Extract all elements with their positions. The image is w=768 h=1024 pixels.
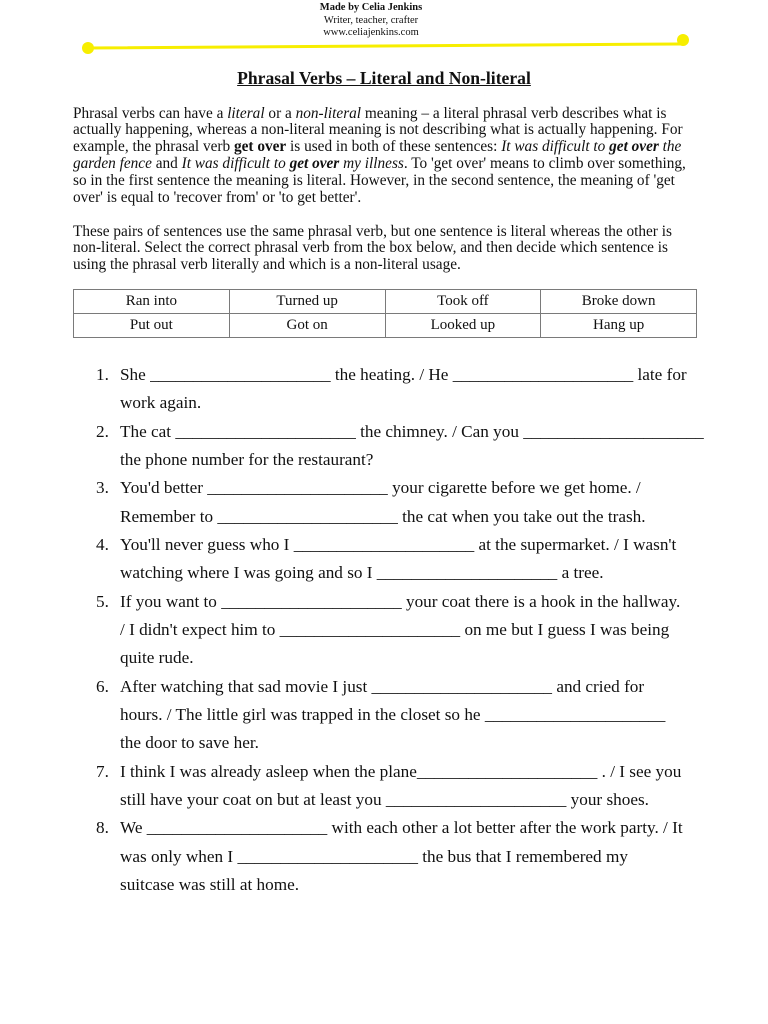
emphasis-text: garden fence	[73, 154, 152, 172]
exercise-text: work again.	[120, 393, 202, 413]
paragraph-line	[73, 106, 686, 123]
exercise-text: your shoes.	[566, 789, 649, 809]
verb-box-cell: Got on	[229, 314, 385, 338]
paragraph-line	[73, 224, 672, 241]
exercise-text: late for	[633, 365, 687, 384]
exercise-text: . / I see you	[597, 761, 682, 781]
exercise-line	[120, 786, 768, 814]
author-tagline: Writer, teacher, crafter	[323, 14, 419, 26]
exercise-text: hours. / The little girl was trapped in the closet so he	[120, 704, 485, 724]
exercise-line	[120, 673, 768, 701]
exercise-text: She	[120, 365, 151, 384]
exercise-line	[120, 361, 768, 389]
intro-paragraph	[73, 106, 686, 207]
exercise-line	[120, 474, 768, 502]
exercise-item	[0, 588, 768, 673]
verb-box-cell: Hang up	[541, 314, 697, 338]
exercise-list	[0, 361, 768, 899]
answer-blank: _____________________	[207, 478, 388, 498]
exercise-text: at the supermarket. / I wasn't	[474, 534, 677, 554]
exercise-number: 1.	[96, 365, 109, 384]
answer-blank: _____________________	[385, 789, 567, 809]
emphasis-text: It was difficult to	[181, 154, 290, 172]
exercise-line	[120, 644, 768, 672]
exercise-number: 8.	[96, 818, 109, 838]
paragraph-line	[73, 257, 672, 274]
exercise-line	[120, 729, 768, 757]
emphasis-text: It was difficult to	[501, 138, 610, 156]
exercise-number: 4.	[96, 534, 109, 554]
answer-blank: _____________________	[150, 365, 331, 384]
text-run: example, the phrasal verb	[73, 138, 234, 156]
answer-blank: _____________________	[217, 506, 398, 526]
text-run: Phrasal verbs can have a	[73, 104, 228, 122]
text-run: These pairs of sentences use the same phrasal verb, but one sentence is literal whereas the other is	[73, 222, 672, 240]
verb-box-row	[74, 314, 697, 338]
divider-dot	[82, 42, 94, 54]
exercise-text: If you want to	[120, 591, 222, 611]
text-run: . To 'get over' means to climb over something,	[403, 154, 686, 172]
exercise-line	[120, 503, 768, 531]
exercise-text: on me but I guess I was being	[460, 619, 670, 639]
answer-blank: _____________________	[523, 421, 704, 441]
exercise-line	[120, 616, 768, 644]
exercise-line	[120, 758, 768, 786]
exercise-text: the heating. / He	[330, 365, 453, 384]
exercise-line	[120, 531, 768, 559]
exercise-text: the bus that I remembered my	[417, 846, 628, 866]
exercise-text: Remember to	[120, 506, 218, 526]
exercise-line	[120, 588, 768, 616]
verb-box-cell: Put out	[74, 314, 230, 338]
exercise-text: suitcase was still at home.	[120, 874, 300, 894]
phrasal-verb-box	[73, 289, 697, 338]
emphasis-text: literal	[227, 104, 265, 122]
answer-blank: _____________________	[371, 676, 553, 696]
exercise-number: 2.	[96, 421, 109, 441]
paragraph-line	[73, 240, 672, 257]
exercise-text: The cat	[120, 421, 176, 441]
worksheet-title: Phrasal Verbs – Literal and Non-literal	[237, 68, 531, 88]
exercise-text: You'll never guess who I	[120, 534, 294, 554]
exercise-text: your coat there is a hook in the hallway.	[401, 591, 681, 611]
exercise-number: 3.	[96, 478, 109, 498]
text-run: or a	[264, 104, 296, 122]
text-run: non-literal. Select the correct phrasal verb from the box below, and then decide which sentence is	[73, 239, 668, 257]
exercise-text: the cat when you take out the trash.	[397, 506, 646, 526]
paragraph-line	[73, 139, 686, 156]
exercise-text: I think I was already asleep when the plane	[120, 761, 417, 781]
text-run: actually happening, whereas a non-literal meaning is not describing what is actually happening. For	[73, 121, 683, 139]
exercise-number: 6.	[96, 676, 109, 696]
exercise-line	[120, 418, 768, 446]
emphasis-text: my illness	[339, 154, 404, 172]
author-website: www.celiajenkins.com	[323, 27, 419, 38]
exercise-text: your cigarette before we get home. /	[387, 478, 641, 498]
emphasis-text: non-literal	[295, 104, 362, 122]
exercise-text: still have your coat on but at least you	[120, 789, 386, 809]
exercise-text: After watching that sad movie I just	[120, 676, 372, 696]
exercise-line	[120, 559, 768, 587]
emphasis-text: the	[658, 138, 682, 156]
verb-box-cell: Ran into	[74, 290, 230, 314]
exercise-line	[120, 389, 768, 417]
exercise-item	[0, 531, 768, 588]
exercise-line	[120, 871, 768, 899]
text-run: so in the first sentence the meaning is literal. However, in the second sentence, the meaning of 'get	[73, 171, 675, 189]
exercise-item	[0, 418, 768, 475]
instructions-paragraph	[73, 224, 672, 274]
answer-blank: _____________________	[221, 591, 402, 611]
exercise-line	[120, 843, 768, 871]
exercise-item	[0, 361, 768, 418]
paragraph-line	[73, 190, 686, 207]
verb-box-cell: Took off	[385, 290, 541, 314]
exercise-number: 5.	[96, 591, 109, 611]
answer-blank: _____________________	[175, 421, 356, 441]
exercise-text: and cried for	[552, 676, 645, 696]
exercise-text: / I didn't expect him to	[120, 619, 280, 639]
text-run: meaning – a literal phrasal verb describes what is	[361, 104, 667, 122]
text-run: over' is equal to 'recover from' or 'to get better'.	[73, 188, 362, 206]
paragraph-line	[73, 173, 686, 190]
verb-box-cell: Turned up	[229, 290, 385, 314]
verb-box-cell: Looked up	[385, 314, 541, 338]
emphasis-text: get over	[233, 138, 287, 156]
author-header	[271, 2, 471, 40]
answer-blank: _____________________	[237, 846, 418, 866]
exercise-text: quite rude.	[120, 648, 194, 668]
exercise-item	[0, 814, 768, 899]
answer-blank: _____________________	[293, 534, 475, 554]
exercise-item	[0, 474, 768, 531]
answer-blank: _____________________	[376, 563, 558, 583]
exercise-text: the chimney. / Can you	[355, 421, 524, 441]
answer-blank: _____________________	[416, 761, 598, 781]
answer-blank: _____________________	[452, 365, 634, 384]
text-run: using the phrasal verb literally and which is a non-literal usage.	[73, 256, 461, 274]
divider-dot	[677, 34, 689, 46]
exercise-text: with each other a lot better after the work party. / It	[327, 818, 683, 838]
paragraph-line	[73, 122, 686, 139]
exercise-text: You'd better	[120, 478, 208, 498]
emphasis-text: get over	[289, 154, 340, 172]
exercise-line	[120, 814, 768, 842]
paragraph-line	[73, 156, 686, 173]
text-run: and	[151, 154, 182, 172]
exercise-text: the door to save her.	[120, 733, 259, 753]
exercise-item	[0, 758, 768, 815]
answer-blank: _____________________	[146, 818, 328, 838]
exercise-line	[120, 701, 768, 729]
author-credit: Made by Celia Jenkins	[319, 2, 423, 13]
exercise-text: the phone number for the restaurant?	[120, 449, 374, 469]
exercise-line	[120, 446, 768, 474]
emphasis-text: get over	[609, 138, 659, 156]
exercise-item	[0, 673, 768, 758]
text-run: is used in both of these sentences:	[286, 138, 502, 156]
verb-box-cell: Broke down	[541, 290, 697, 314]
answer-blank: _____________________	[484, 704, 666, 724]
answer-blank: _____________________	[279, 619, 461, 639]
exercise-text: We	[120, 818, 147, 838]
divider-line	[88, 44, 680, 48]
verb-box-row	[74, 290, 697, 314]
exercise-text: a tree.	[557, 563, 604, 583]
exercise-text: was only when I	[120, 846, 238, 866]
exercise-number: 7.	[96, 761, 109, 781]
exercise-text: watching where I was going and so I	[120, 563, 377, 583]
